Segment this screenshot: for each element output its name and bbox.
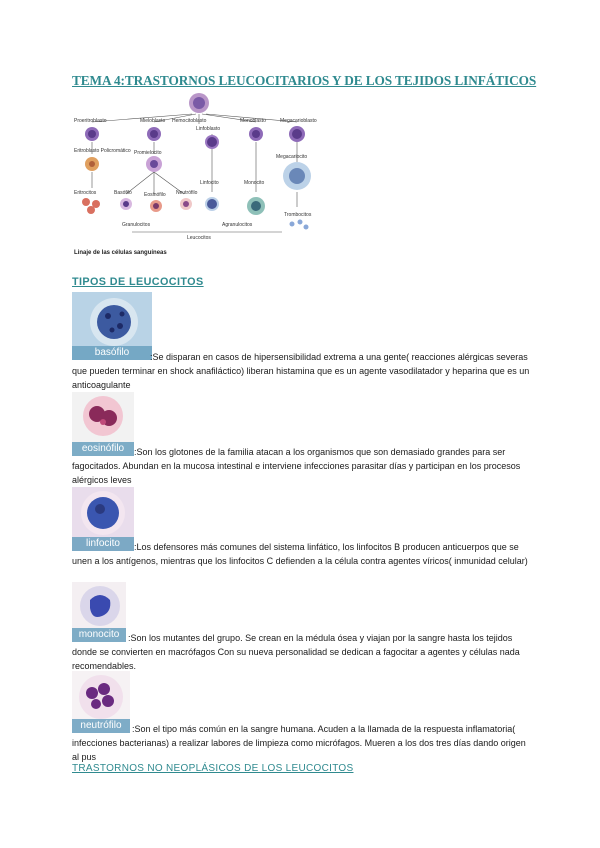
- label-eritrocitos: Eritrocitos: [74, 190, 97, 196]
- neutrofilo-caption: neutrófilo: [72, 719, 130, 733]
- blood-cell-lineage-diagram: [72, 92, 320, 260]
- label-neutrofilo: Neutrófilo: [176, 190, 198, 196]
- eosinofilo-caption: eosinófilo: [72, 442, 134, 456]
- basofilo-caption: basófilo: [72, 346, 152, 360]
- label-linfocito: Linfocito: [200, 180, 219, 186]
- label-eritroblasto: Eritroblasto Policromático: [74, 148, 131, 154]
- label-megacarioblasto: Megacarioblasto: [280, 118, 317, 124]
- basofilo-description: :Se disparan en casos de hipersensibilidad extrema a una gente( reacciones alérgicas severas que pueden terminar en shock anafiláctico) liberan histamina que es un agente vasodilatador y heparina que es un anticoagulante: [72, 352, 530, 390]
- label-linfoblasto: Linfoblasto: [196, 126, 221, 132]
- label-eosinofilo: Eosinófilo: [144, 192, 166, 198]
- diagram-caption: Linaje de las células sanguíneas: [74, 250, 167, 256]
- neutrofilo-description: :Son el tipo más común en la sangre humana. Acuden a la llamada de la respuesta inflamatoria( infecciones bacterianas) a realizar labores de limpieza como micrófagos. Mueren a los dos tres días dando origen al pus: [72, 724, 526, 762]
- document-title: TEMA 4:TRASTORNOS LEUCOCITARIOS Y DE LOS TEJIDOS LINFÁTICOS: [72, 73, 537, 88]
- monocito-description: :Son los mutantes del grupo. Se crean en la médula ósea y viajan por la sangre hasta los tejidos donde se convierten en macrófagos Con su nueva personalidad se dedican a fagocitar a agentes y células nada recomendables.: [72, 633, 520, 671]
- label-proeritroblasto: Proeritroblasto: [74, 118, 107, 124]
- eosinofilo-description: :Son los glotones de la familia atacan a los organismos que son demasiado grandes para ser fagocitados. Abundan en la mucosa intestinal e interviene infecciones parasitar días y participan en los procesos alérgicos leves: [72, 447, 521, 485]
- label-promielocito: Promielocito: [134, 150, 162, 156]
- label-agranulocitos: Agranulocitos: [222, 222, 253, 228]
- label-granulocitos: Granulocitos: [122, 222, 151, 228]
- section-title: TIPOS DE LEUCOCITOS: [72, 276, 204, 288]
- label-megacariocito: Megacariocito: [276, 154, 308, 160]
- monocito-caption: monocito: [72, 628, 126, 642]
- label-leucocitos: Leucocitos: [187, 235, 211, 241]
- label-monoblasto: Monoblasto: [240, 118, 266, 124]
- next-section-link[interactable]: TRASTORNOS NO NEOPLÁSICOS DE LOS LEUCOCITOS: [72, 763, 354, 774]
- linfocito-description: :Los defensores más comunes del sistema linfático, los linfocitos B producen anticuerpos que se unen a los antígenos, mientras que los linfocitos C defienden a la célula contra agentes víricos( inmunidad celular): [72, 542, 528, 566]
- label-monocito: Monocito: [244, 180, 265, 186]
- label-trombocitos: Trombocitos: [284, 212, 312, 218]
- linfocito-caption: linfocito: [72, 537, 134, 551]
- label-hemocitoblasto: Hemocitoblasto: [172, 118, 207, 124]
- label-mieloblasto: Mieloblasto: [140, 118, 166, 124]
- label-basofilo: Basófilo: [114, 190, 132, 196]
